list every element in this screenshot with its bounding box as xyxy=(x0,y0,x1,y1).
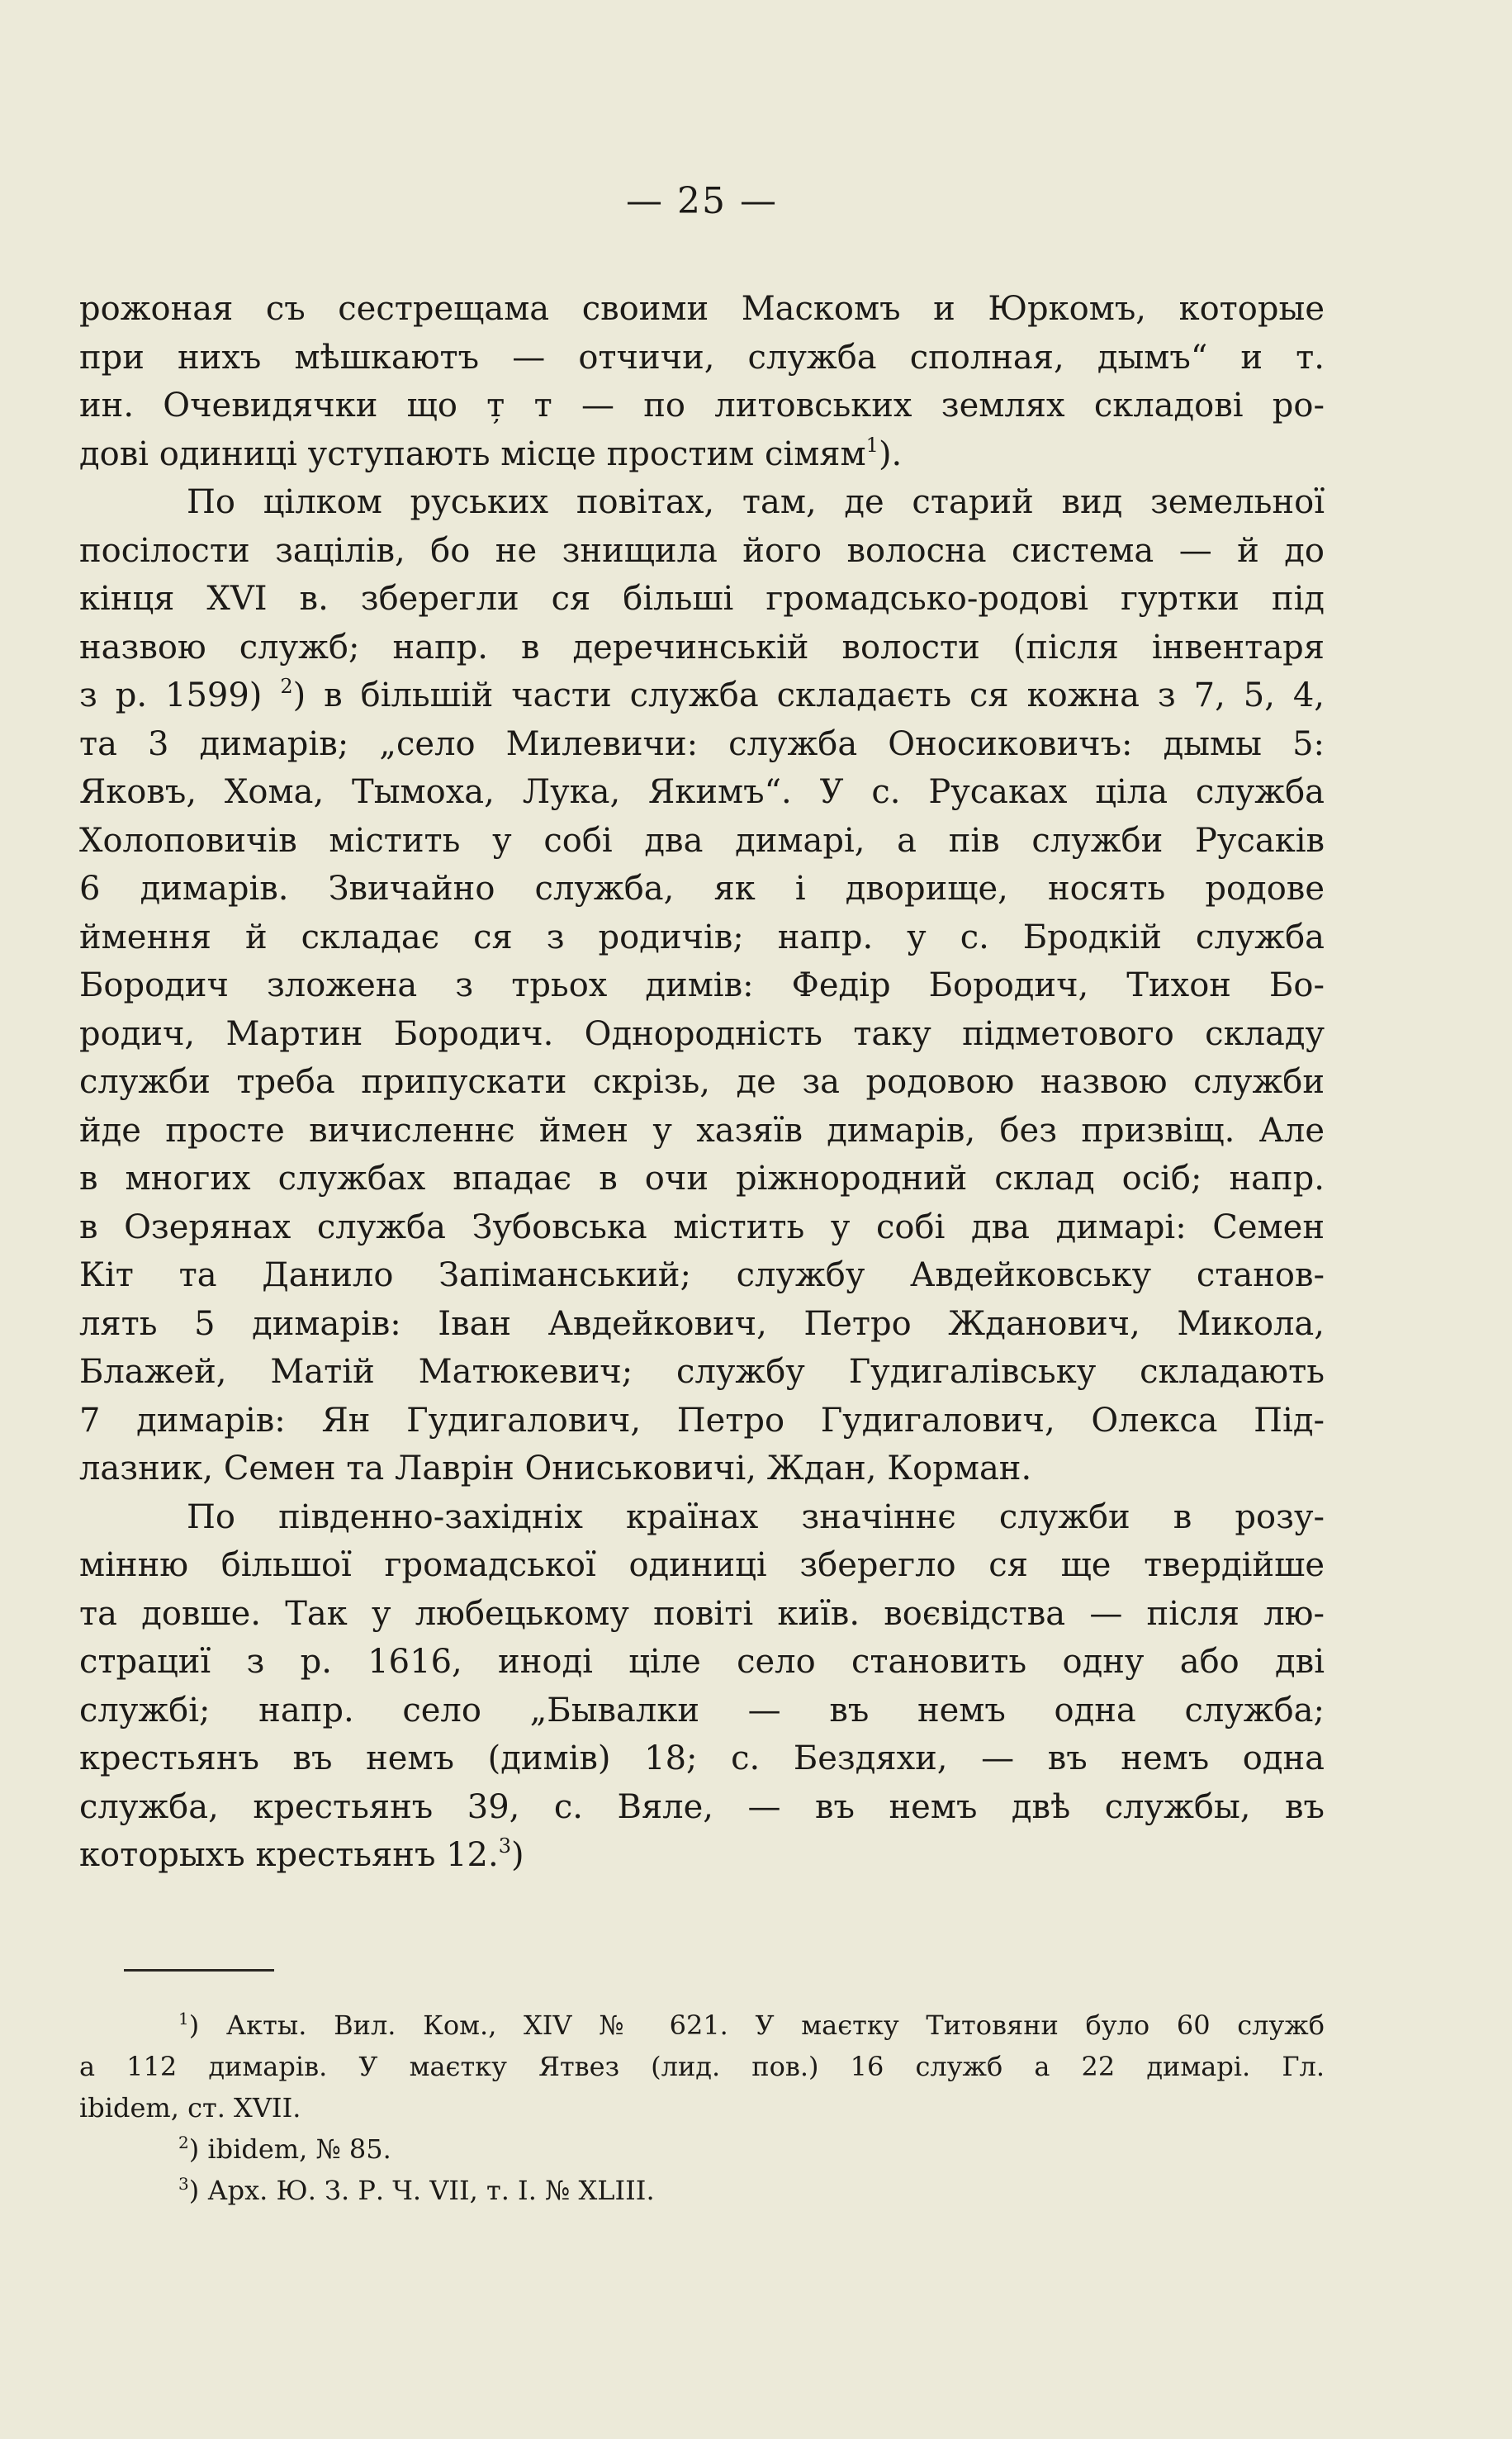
text-run: которыхъ крестьянъ 12. xyxy=(79,1836,499,1874)
footnote-ref: 2 xyxy=(280,675,293,698)
text-line: назвою служб; напр. в деречинській волости (після інвентаря xyxy=(79,628,1325,667)
text-line xyxy=(79,1831,1325,1880)
text-run: ) ibidem, № 85. xyxy=(188,2133,391,2165)
footnote-line xyxy=(79,2170,1325,2211)
text-line: Кіт та Данило Запіманський; службу Авдейковську станов- xyxy=(79,1256,1325,1294)
text-line: 7 димарів: Ян Гудигалович, Петро Гудигалович, Олекса Під- xyxy=(79,1401,1325,1440)
footnote-number: 2 xyxy=(178,2133,189,2152)
text-line: служби треба припускати скрізь, де за родовою назвою служби xyxy=(79,1063,1325,1101)
text-line: Холоповичів містить у собі два димарі, а пів служби Русаків xyxy=(79,821,1325,860)
text-run: ) Арх. Ю. З. Р. Ч. VII, т. I. № XLIII. xyxy=(188,2175,655,2206)
text-run: дові одиниці уступають місце простим сімям xyxy=(79,434,866,473)
text-line: лять 5 димарів: Іван Авдейкович, Петро Жданович, Микола, xyxy=(79,1304,1325,1343)
footnotes xyxy=(79,2005,1325,2211)
text-line: служба, крестьянъ 39, с. Вяле, — въ немъ двѣ службы, въ xyxy=(79,1787,1325,1826)
body-text xyxy=(79,285,1325,1880)
text-run: ) в більшій части служба складаєть ся кожна з 7, 5, 4, xyxy=(292,676,1325,714)
text-line: ймення й складає ся з родичів; напр. у с. Бродкій служба xyxy=(79,918,1325,956)
footnote-line: ibidem, ст. XVII. xyxy=(79,2092,301,2123)
text-line: посілости зацілів, бо не знищила його волосна система — й до xyxy=(79,531,1325,570)
text-line: По південно-західніх країнах значіннє служби в розу- xyxy=(187,1497,1325,1536)
text-line: рожоная съ сестрещама своими Маскомъ и Юркомъ, которые xyxy=(79,290,1325,328)
text-line: в Озерянах служба Зубовська містить у собі два димарі: Семен xyxy=(79,1208,1325,1246)
text-line: страциї з р. 1616, иноді ціле село становить одну або дві xyxy=(79,1643,1325,1681)
text-line: службі; напр. село „Бывалки — въ немъ одна служба; xyxy=(79,1691,1325,1730)
page-number: — 25 — xyxy=(626,180,778,222)
footnote-number: 3 xyxy=(178,2174,189,2194)
text-line: кінця XVI в. зберегли ся більші громадсько-родові гуртки під xyxy=(79,580,1325,618)
footnote-ref: 1 xyxy=(865,433,879,457)
footnote-line xyxy=(79,2005,1325,2046)
text-line: Бородич зложена з трьох димів: Федір Бородич, Тихон Бо- xyxy=(79,966,1325,1004)
text-line: Яковъ, Хома, Тымоха, Лука, Якимъ“. У с. Русаках ціла служба xyxy=(79,773,1325,811)
footnote-number: 1 xyxy=(178,2009,189,2029)
footnote-separator xyxy=(124,1969,274,1972)
text-line: Блажей, Матій Матюкевич; службу Гудигалівську складають xyxy=(79,1353,1325,1391)
text-line: та 3 димарів; „село Милевичи: служба Оносиковичъ: дымы 5: xyxy=(79,724,1325,763)
text-line xyxy=(79,430,1325,479)
text-run: ) Акты. Вил. Ком., XIV № 621. У маєтку Титовяни було 60 служб xyxy=(188,2010,1325,2041)
text-line: в многих службах впадає в очи ріжнородний склад осіб; напр. xyxy=(79,1160,1325,1198)
text-line: мінню більшої громадської одиниці зберегло ся ще твердійше xyxy=(79,1546,1325,1584)
footnote-line xyxy=(79,2128,1325,2170)
text-line: ин. Очевидячки що т̦ т — по литовських землях складові ро- xyxy=(79,387,1325,425)
text-run: ) xyxy=(511,1836,524,1874)
text-line: при нихъ мѣшкаютъ — отчичи, служба сполная, дымъ“ и т. xyxy=(79,338,1325,377)
text-line: йде просте вичисленнє ймен у хазяїв димарів, без призвіщ. Але xyxy=(79,1111,1325,1150)
text-line xyxy=(79,671,1325,720)
footnote-ref: 3 xyxy=(498,1834,511,1858)
footnote-line: а 112 димарів. У маєтку Ятвез (лид. пов.) 16 служб а 22 димарі. Гл. xyxy=(79,2051,1325,2082)
text-line: крестьянъ въ немъ (димів) 18; с. Бездяхи, — въ немъ одна xyxy=(79,1739,1325,1777)
text-line: та довше. Так у любецькому повіті київ. воєвідства — після лю- xyxy=(79,1594,1325,1633)
text-line: лазник, Семен та Лаврін Ониськовичі, Ждан, Корман. xyxy=(79,1450,1032,1488)
text-line: родич, Мартин Бородич. Однородність таку підметового складу xyxy=(79,1014,1325,1053)
text-run: ). xyxy=(878,434,903,473)
text-line: 6 димарів. Звичайно служба, як і дворище, носять родове xyxy=(79,870,1325,908)
text-run: з р. 1599) xyxy=(79,676,263,714)
text-line: По цілком руських повітах, там, де старий вид земельної xyxy=(187,483,1325,521)
